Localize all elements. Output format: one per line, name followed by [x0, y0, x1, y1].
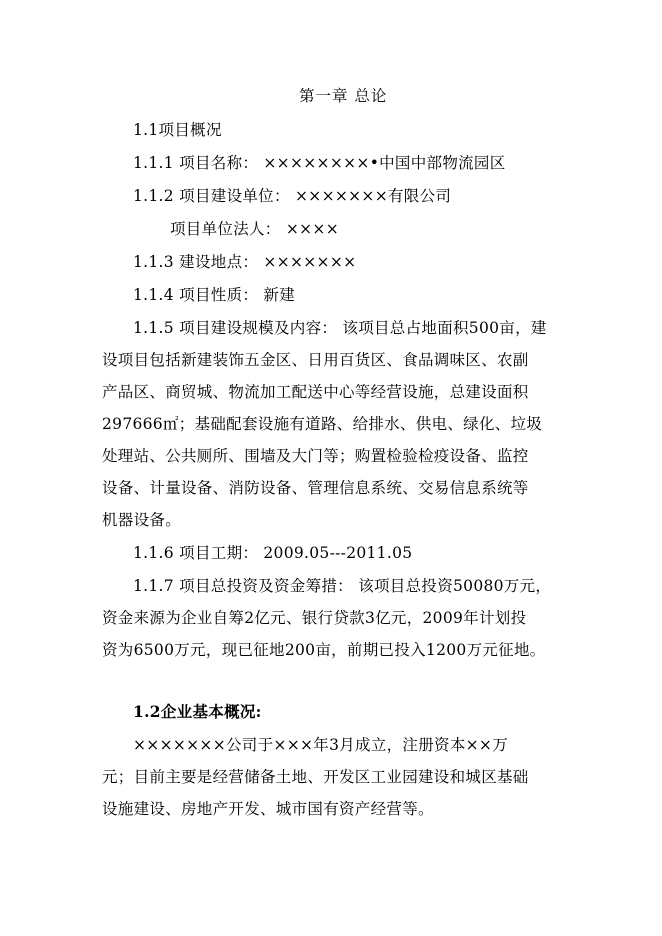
item-scale-line: 机器设备。	[102, 511, 182, 529]
item-construction-unit: 1.1.2 项目建设单位： ×××××××有限公司	[133, 187, 452, 205]
item-investment-line: 资为6500万元，现已征地200亩，前期已投入1200万元征地。	[102, 641, 546, 659]
item-investment-line: 资金来源为企业自筹2亿元、银行贷款3亿元，2009年计划投	[102, 609, 527, 627]
company-overview-line: 元；目前主要是经营储备土地、开发区工业园建设和城区基础	[102, 768, 529, 786]
item-project-name: 1.1.1 项目名称： ××××××××•中国中部物流园区	[133, 154, 506, 172]
item-scale-line: 设备、计量设备、消防设备、管理信息系统、交易信息系统等	[102, 479, 529, 497]
item-investment-line: 1.1.7 项目总投资及资金筹措： 该项目总投资50080万元，	[133, 577, 552, 595]
item-scale-line: 297666㎡；基础配套设施有道路、给排水、供电、绿化、垃圾	[102, 415, 543, 433]
item-project-nature: 1.1.4 项目性质： 新建	[133, 286, 295, 304]
section-heading-1-2: 1.2企业基本概况:	[133, 702, 262, 721]
item-scale-line: 1.1.5 项目建设规模及内容： 该项目总占地面积500亩，建	[133, 319, 547, 337]
item-scale-line: 处理站、公共厕所、围墙及大门等；购置检验检疫设备、监控	[102, 447, 529, 465]
item-scale-line: 产品区、商贸城、物流加工配送中心等经营设施，总建设面积	[102, 383, 529, 401]
item-legal-person: 项目单位法人： ××××	[170, 220, 339, 238]
item-schedule: 1.1.6 项目工期： 2009.05---2011.05	[133, 544, 413, 562]
company-overview-line: 设施建设、房地产开发、城市国有资产经营等。	[102, 800, 434, 818]
item-scale-line: 设项目包括新建装饰五金区、日用百货区、食品调味区、农副	[102, 351, 529, 369]
item-construction-site: 1.1.3 建设地点： ×××××××	[133, 253, 357, 271]
company-overview-line: ×××××××公司于×××年3月成立，注册资本××万	[133, 736, 509, 754]
chapter-title: 第一章 总论	[299, 87, 388, 105]
section-heading-1-1: 1.1项目概况	[133, 121, 222, 139]
